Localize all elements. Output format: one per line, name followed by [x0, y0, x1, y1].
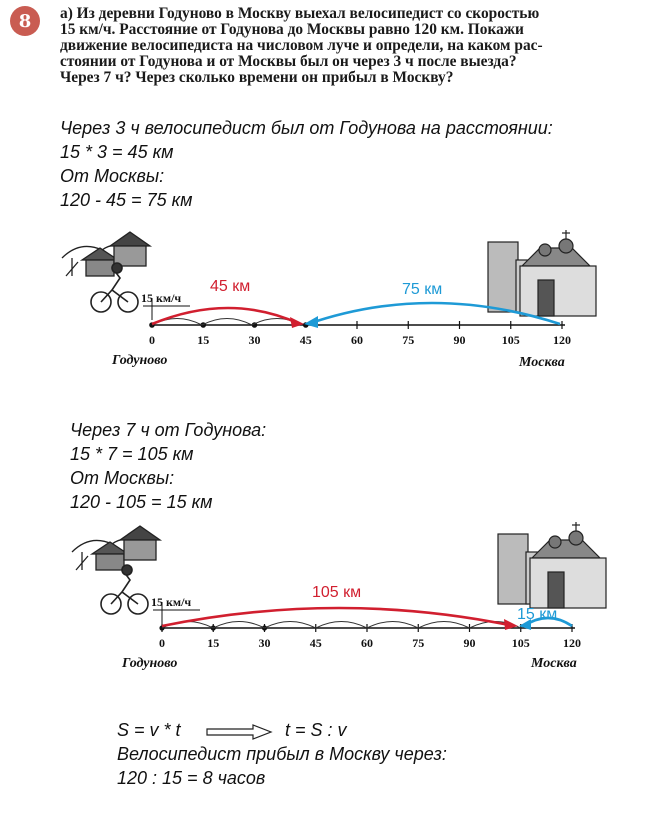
tick-label: 90 [463, 636, 476, 650]
from-label: Годуново [122, 656, 178, 671]
formula-left: S = v * t [117, 720, 181, 740]
part1-line: 15 * 3 = 45 км [60, 142, 174, 162]
city-icon [498, 522, 606, 608]
village-icon [62, 232, 150, 276]
tick-label: 30 [258, 636, 271, 650]
tick-labels [149, 333, 571, 347]
village-icon [72, 526, 160, 570]
problem-number-badge: 8 [10, 6, 40, 36]
tick-label: 15 [197, 333, 210, 347]
tick-labels [159, 636, 581, 650]
tick-label: 45 [309, 636, 322, 650]
hop-arc [265, 622, 316, 629]
part1-line: От Москвы: [60, 166, 165, 186]
part1-line: Через 3 ч велосипедист был от Годунова на расстоянии: [60, 118, 553, 138]
tick-label: 60 [361, 636, 373, 650]
tick-label: 105 [501, 333, 520, 347]
tick-label: 45 [299, 333, 312, 347]
problem-line: стоянии от Годунова и от Москвы был он через 3 ч после выезда? [60, 53, 517, 70]
red-distance-arc [162, 608, 514, 626]
blue-distance-label: 75 км [402, 281, 443, 298]
problem-line: Через 7 ч? Через сколько времени он прибыл в Москву? [60, 69, 454, 86]
to-label: Москва [519, 355, 565, 370]
city-icon [488, 230, 596, 316]
part2-line: 120 - 105 = 15 км [70, 492, 213, 512]
tick-label: 120 [563, 636, 581, 650]
red-distance-arc [152, 308, 300, 324]
to-label: Москва [531, 656, 577, 671]
tick-label: 120 [553, 333, 571, 347]
cyclist-icon [101, 565, 148, 614]
tick-label: 15 [207, 636, 220, 650]
speed-label: 15 км/ч [151, 595, 192, 609]
part1-line: 120 - 45 = 75 км [60, 190, 193, 210]
problem-line: 15 км/ч. Расстояние от Годунова до Москвы равно 120 км. Покажи [60, 21, 524, 38]
implies-arrow-icon [205, 724, 275, 740]
part2-line: Через 7 ч от Годунова: [70, 420, 267, 440]
number-ray-diagram-2 [0, 520, 657, 680]
red-distance-label: 45 км [210, 278, 251, 295]
part2-line: 15 * 7 = 105 км [70, 444, 194, 464]
problem-text [60, 6, 650, 86]
tick-label: 75 [402, 333, 415, 347]
hop-arc [213, 622, 264, 629]
tick-label: 0 [149, 333, 155, 347]
conclusion-line: Велосипедист прибыл в Москву через: [117, 744, 447, 764]
red-distance-label: 105 км [312, 584, 362, 601]
from-label: Годуново [112, 353, 168, 368]
tick-label: 30 [248, 333, 261, 347]
speed-label: 15 км/ч [141, 291, 182, 305]
tick-label: 0 [159, 636, 165, 650]
hop-arc [202, 319, 252, 326]
hop-arc [316, 622, 367, 629]
part2-line: От Москвы: [70, 468, 175, 488]
blue-distance-label: 15 км [517, 606, 558, 623]
red-arrow-head [290, 317, 304, 328]
problem-line: движение велосипедиста на числовом луче и определи, на каком рас- [60, 37, 543, 54]
conclusion-result: 120 : 15 = 8 часов [117, 768, 266, 788]
tick-label: 105 [511, 636, 530, 650]
tick-label: 60 [351, 333, 363, 347]
hop-arc [418, 622, 469, 629]
hop-arcs [162, 622, 521, 629]
hop-arc [367, 622, 418, 629]
problem-line: а) Из деревни Годуново в Москву выехал велосипедист со скоростью [60, 5, 540, 22]
number-ray-diagram-1 [0, 220, 657, 380]
tick-label: 90 [453, 333, 466, 347]
tick-label: 75 [412, 636, 425, 650]
formula-right: t = S : v [285, 720, 347, 740]
